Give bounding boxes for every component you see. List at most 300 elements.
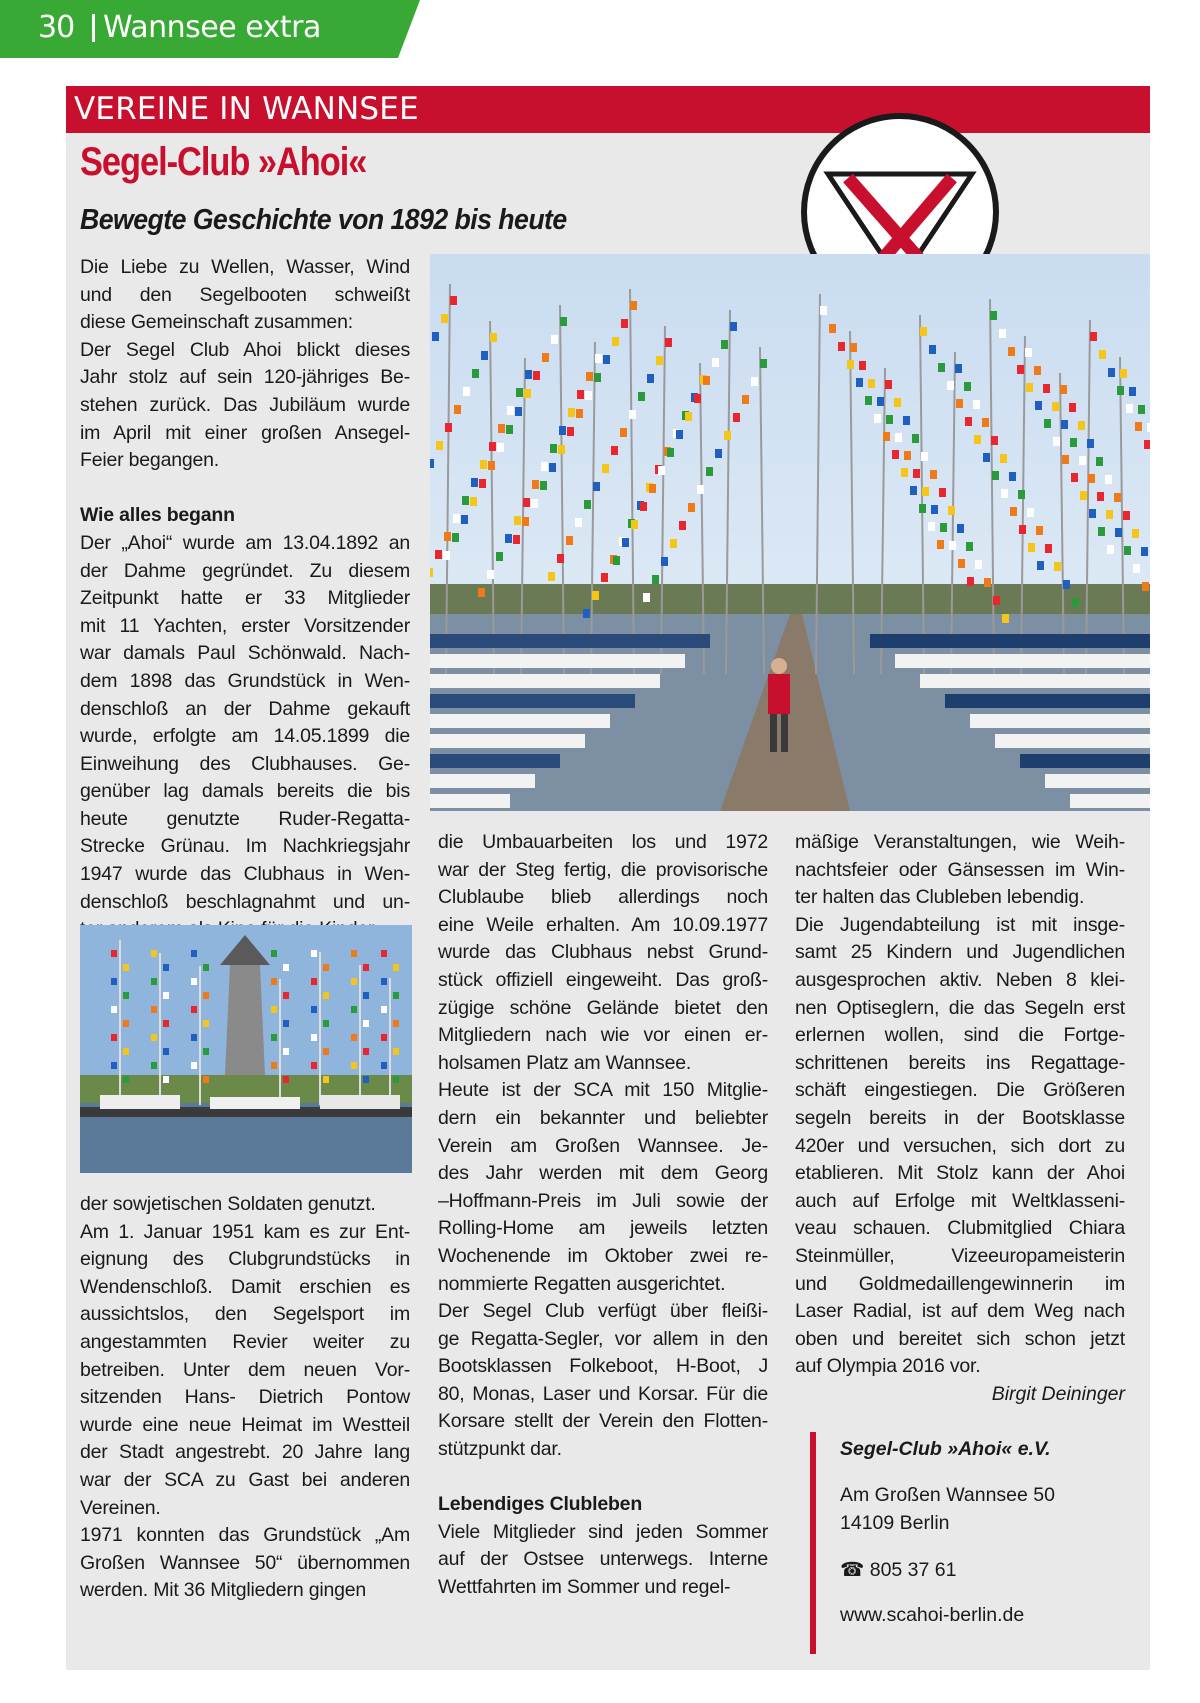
column-1-bottom [80,1191,410,1605]
signal-flag [351,1006,357,1013]
text-line: Der Segel Club Ahoi blickt dieses [80,338,410,361]
text-line: Viele Mitglieder sind jeden Sommer [438,1520,768,1543]
signal-flag [612,337,619,346]
signal-flag [351,978,357,985]
signal-flag [363,1048,369,1055]
signal-flag [393,992,399,999]
text-line: stück offiziell eingeweiht. Das groß- [438,968,768,991]
signal-flag [1133,564,1140,573]
signal-flag [1026,383,1033,392]
signal-flag [283,1048,289,1055]
text-line: ter halten das Clubleben lebendig. [795,886,1085,909]
signal-flag [452,533,459,542]
signal-flag [311,978,317,985]
text-line: eine Weile erhalten. Am 10.09.1977 [438,913,768,936]
signal-flag [1132,529,1139,538]
boat-hull [870,634,1150,648]
text-line: 80, Monas, Laser und Korsar. Für die [438,1382,768,1405]
signal-flag [629,410,636,419]
signal-flag [930,470,937,479]
signal-flag [111,950,117,957]
signal-flag [630,301,637,310]
signal-flag [191,950,197,957]
signal-flag [151,1006,157,1013]
club-website[interactable]: www.scahoi-berlin.de [840,1604,1025,1626]
signal-flag [558,445,565,454]
signal-flag [566,536,573,545]
text-line: und den Segelbooten schweißt [80,283,410,306]
text-line: die Umbauarbeiten los und 1972 [438,831,768,853]
signal-flag [363,1076,369,1083]
signal-flag [393,1076,399,1083]
signal-flag [1080,491,1087,500]
signal-flag [829,324,836,333]
signal-flag [904,451,911,460]
signal-flag [323,992,329,999]
text-line: Die Liebe zu Wellen, Wasser, Wind [80,256,410,278]
author-name: Birgit Deininger [991,1383,1125,1405]
signal-flag [123,1020,129,1027]
signal-flag [1129,387,1136,396]
signal-flag [548,572,555,581]
signal-flag [479,479,486,488]
signal-flag [430,459,434,468]
signal-flag [381,1062,387,1069]
signal-flag [444,532,451,541]
signal-flag [984,578,991,587]
signal-flag [751,377,758,386]
section-heading-history: Wie alles begann [80,504,235,527]
signal-flag [697,485,704,494]
signal-flag [721,340,728,349]
text-line: mäßige Veranstaltungen, wie Weih- [795,831,1125,853]
signal-flag [621,319,628,328]
signal-flag [513,535,520,544]
signal-flag [381,978,387,985]
text-line: sitzenden Hans- Dietrich Pontow [80,1386,410,1409]
signal-flag [163,992,169,999]
signal-flag [874,414,881,423]
signal-flag [903,416,910,425]
boat-hull [1020,754,1150,768]
signal-flag [658,466,665,475]
text-line: heute genutzte Ruder-Regatta- [80,807,410,830]
signal-flag [706,467,713,476]
text-line: und Goldmedaillengewinnerin im [795,1272,1125,1295]
signal-flag [991,436,998,445]
signal-flag [505,534,512,543]
signal-flag [436,441,443,450]
text-line: erlernen wollen, sind die Fortge- [795,1024,1125,1047]
signal-flag [151,950,157,957]
boat-hull [430,694,635,708]
signal-flag [323,1076,329,1083]
signal-flag [603,355,610,364]
signal-flag [453,514,460,523]
signal-flag [111,978,117,985]
signal-flag [975,560,982,569]
signal-flag [1089,509,1096,518]
signal-flag [393,1020,399,1027]
signal-flag [516,388,523,397]
text-line: Einweihung des Clubhauses. Ge- [80,752,410,775]
signal-flag [522,517,529,526]
signal-flag [1045,544,1052,553]
signal-flag [487,570,494,579]
boat-hull [430,674,660,688]
signal-flag [191,1034,197,1041]
signal-flag [1106,510,1113,519]
signal-flag [993,596,1000,605]
signal-flag [524,389,531,398]
signal-flag [958,559,965,568]
signal-flag [203,992,209,999]
signal-flag [679,521,686,530]
signal-flag [532,480,539,489]
text-line: etablieren. Mit Stolz kann der Ahoi [795,1162,1125,1185]
signal-flag [550,444,557,453]
signal-flag [910,486,917,495]
signal-flag [965,417,972,426]
signal-flag [163,1076,169,1083]
signal-flag [271,1034,277,1041]
signal-flag [1120,369,1127,378]
boat-hull [430,794,510,808]
signal-flag [1107,545,1114,554]
text-line: werden. Mit 36 Mitgliedern gingen [80,1579,367,1602]
text-line: wurde eine neue Heimat im Westteil [80,1413,410,1436]
signal-flag [1000,454,1007,463]
signal-flag [311,1006,317,1013]
signal-flag [1126,404,1133,413]
text-line: holsamen Platz am Wannsee. [438,1051,692,1074]
signal-flag [496,552,503,561]
signal-flag [1043,384,1050,393]
signal-flag [865,396,872,405]
signal-flag [937,540,944,549]
signal-flag [643,593,650,602]
signal-flag [488,461,495,470]
boat-hull [430,654,685,668]
signal-flag [974,435,981,444]
signal-flag [670,539,677,548]
signal-flag [622,538,629,547]
signal-flag [665,338,672,347]
signal-flag [163,1020,169,1027]
signal-flag [540,481,547,490]
text-line: denschloß an der Dahme gekauft [80,697,410,720]
signal-flag [883,432,890,441]
signal-flag [586,372,593,381]
text-line: ausgesprochen aktiv. Neben 8 klei- [795,968,1125,991]
signal-flag [463,387,470,396]
text-line: Rolling-Home am jeweils letzten [438,1217,768,1240]
signal-flag [921,452,928,461]
signal-flag [1018,490,1025,499]
signal-flag [688,503,695,512]
signal-flag [733,413,740,422]
signal-flag [1147,423,1150,432]
signal-flag [1027,508,1034,517]
text-line: des Jahr werden mit dem Georg [438,1162,768,1185]
signal-flag [948,506,955,515]
signal-flag [649,484,656,493]
boat-hull [430,634,710,648]
signal-flag [730,322,737,331]
text-line: aussichtslos, den Segelsport im [80,1303,410,1326]
signal-flag [1088,474,1095,483]
signal-flag [203,1020,209,1027]
marina-photo [80,925,412,1173]
boat-hull [995,734,1150,748]
article-subtitle: Bewegte Geschichte von 1892 bis heute [80,204,567,236]
signal-flag [541,462,548,471]
text-line: war der SCA zu Gast bei anderen [80,1468,410,1491]
signal-flag [885,380,892,389]
signal-flag [602,464,609,473]
signal-flag [982,418,989,427]
text-line: der Stadt angestrebt. 20 Jahre lang [80,1441,410,1464]
signal-flag [559,426,566,435]
signal-flag [191,1006,197,1013]
signal-flag [462,496,469,505]
signal-flag [611,446,618,455]
text-line: Heute ist der SCA mit 150 Mitglie- [438,1079,768,1102]
signal-flag [560,317,567,326]
text-line: schrittenen bereits ins Regattage- [795,1051,1125,1074]
signal-flag [912,434,919,443]
intro-text [80,254,410,944]
signal-flag [311,1062,317,1069]
signal-flag [435,550,442,559]
text-line: zügige schöne Gelände bietet den [438,996,768,1019]
signal-flag [703,376,710,385]
signal-flag [592,591,599,600]
text-line: nen Optiseglern, die das Segeln erst [795,996,1125,1019]
signal-flag [760,359,767,368]
boat-hull [970,714,1150,728]
signal-flag [381,1006,387,1013]
signal-flag [922,487,929,496]
text-line: auch auf Erfolge mit Weltklasseni- [795,1189,1125,1212]
signal-flag [481,351,488,360]
text-line: –Hoffmann-Preis im Juli sowie der [438,1189,768,1212]
signal-flag [506,425,513,434]
signal-flag [1017,365,1024,374]
signal-flag [191,978,197,985]
signal-flag [999,329,1006,338]
signal-flag [507,406,514,415]
signal-flag [443,551,450,560]
signal-flag [593,482,600,491]
signal-flag [363,964,369,971]
signal-flag [283,1076,289,1083]
signal-flag [549,463,556,472]
signal-flag [847,360,854,369]
signal-flag [203,1076,209,1083]
boat-hull [920,674,1150,688]
text-line: veau schauen. Clubmitglied Chiara [795,1217,1125,1240]
signal-flag [1044,419,1051,428]
signal-flag [123,992,129,999]
text-line: 1971 konnten das Grundstück „Am [80,1524,410,1547]
signal-flag [967,577,974,586]
signal-flag [895,433,902,442]
text-line: Steinmüller, Vizeeuropameisterin [795,1244,1125,1267]
signal-flag [472,369,479,378]
signal-flag [594,373,601,382]
signal-flag [724,431,731,440]
signal-flag [640,502,647,511]
text-line: denschloß beschlagnahmt und un- [80,890,410,913]
signal-flag [919,504,926,513]
signal-flag [480,460,487,469]
signal-flag [283,964,289,971]
signal-flag [1108,368,1115,377]
header-separator [92,14,95,42]
signal-flag [1062,455,1069,464]
signal-flag [1099,350,1106,359]
signal-flag [1144,440,1150,449]
text-line: Laser Radial, ist auf dem Weg nach [795,1300,1125,1323]
text-line: Wochenende im Oktober zwei re- [438,1244,768,1267]
signal-flag [957,524,964,533]
boat-hull [1045,774,1150,788]
phone-number: 805 37 61 [869,1559,957,1581]
text-line: stützpunkt dar. [438,1438,562,1461]
signal-flag [271,978,277,985]
signal-flag [742,395,749,404]
signal-flag [151,1034,157,1041]
boat-hull [1070,794,1150,808]
signal-flag [955,364,962,373]
page-header [0,0,430,58]
text-line: wurde das Clubhaus nebst Grund- [438,941,768,964]
text-line: stehen zurück. Das Jubiläum wurde [80,393,410,416]
info-accent-bar [810,1432,816,1654]
text-line: angestammten Revier weiter zu [80,1330,410,1353]
text-line: Strecke Grünau. Im Nachkriegsjahr [80,835,410,858]
text-line: Bootsklassen Folkeboot, H-Boot, J [438,1355,768,1378]
club-city: 14109 Berlin [840,1512,950,1534]
club-info-box [810,1432,1130,1652]
club-phone [840,1558,956,1582]
signal-flag [470,497,477,506]
signal-flag [1115,528,1122,537]
signal-flag [694,394,701,403]
signal-flag [928,522,935,531]
signal-flag [461,515,468,524]
signal-flag [393,1048,399,1055]
signal-flag [531,499,538,508]
section-heading-clublife: Lebendiges Clubleben [438,1493,643,1516]
signal-flag [363,1020,369,1027]
signal-flag [859,361,866,370]
signal-flag [1071,473,1078,482]
signal-flag [613,556,620,565]
signal-flag [271,1062,277,1069]
text-line: Verein am Großen Wannsee. Je- [438,1134,768,1157]
signal-flag [123,1076,129,1083]
signal-flag [381,950,387,957]
signal-flag [1123,511,1130,520]
signal-flag [1069,403,1076,412]
signal-flag [929,345,936,354]
harbour-photo [430,254,1150,811]
signal-flag [601,573,608,582]
text-line: Korsare stellt der Verein den Flotten- [438,1410,768,1433]
signal-flag [111,1034,117,1041]
signal-flag [1072,598,1079,607]
club-street: Am Großen Wannsee 50 [840,1484,1055,1506]
signal-flag [956,399,963,408]
signal-flag [351,950,357,957]
signal-flag [1124,546,1131,555]
text-line: Feier begangen. [80,449,220,472]
signal-flag [938,363,945,372]
signal-flag [430,568,433,577]
page-number: 30 [38,10,75,45]
signal-flag [595,354,602,363]
text-line: samt 25 Kindern und Jugendlichen [795,941,1125,964]
signal-flag [901,468,908,477]
boat-hull [430,774,535,788]
club-name: Segel-Club »Ahoi« e.V. [840,1438,1051,1460]
signal-flag [676,430,683,439]
signal-flag [454,405,461,414]
signal-flag [191,1062,197,1069]
signal-flag [992,471,999,480]
text-line: schäft eingestiegen. Die Größeren [795,1079,1125,1102]
signal-flag [886,415,893,424]
signal-flag [489,442,496,451]
signal-flag [523,498,530,507]
signal-flag [1079,456,1086,465]
signal-flag [820,306,827,315]
signal-flag [983,453,990,462]
signal-flag [471,478,478,487]
signal-flag [966,542,973,551]
signal-flag [478,588,485,597]
signal-flag [271,950,277,957]
signal-flag [363,992,369,999]
signal-flag [1060,385,1067,394]
text-line: mit 11 Yachten, erster Vorsitzender [80,614,410,637]
signal-flag [973,400,980,409]
signal-flag [949,541,956,550]
signal-flag [271,1006,277,1013]
signal-flag [533,371,540,380]
text-line: nachtsfeier oder Gänsessen im Win- [795,858,1125,881]
section-name: Wannsee extra [103,10,321,45]
text-line: Am 1. Januar 1951 kam es zur Ent- [80,1220,410,1243]
column-2 [438,829,768,1602]
signal-flag [667,448,674,457]
signal-flag [1142,582,1149,591]
signal-flag [1135,422,1142,431]
signal-flag [1028,543,1035,552]
signal-flag [351,1062,357,1069]
boat-hull [430,714,610,728]
signal-flag [323,1048,329,1055]
signal-flag [1097,492,1104,501]
text-line: auf Olympia 2016 vor. [795,1355,981,1378]
text-line: oben und bereitet sich schon jetzt [795,1327,1125,1350]
text-line: ge Regatta-Segler, vor allem in den [438,1327,768,1350]
signal-flag [584,500,591,509]
signal-flag [1061,420,1068,429]
boat-hull [945,694,1150,708]
